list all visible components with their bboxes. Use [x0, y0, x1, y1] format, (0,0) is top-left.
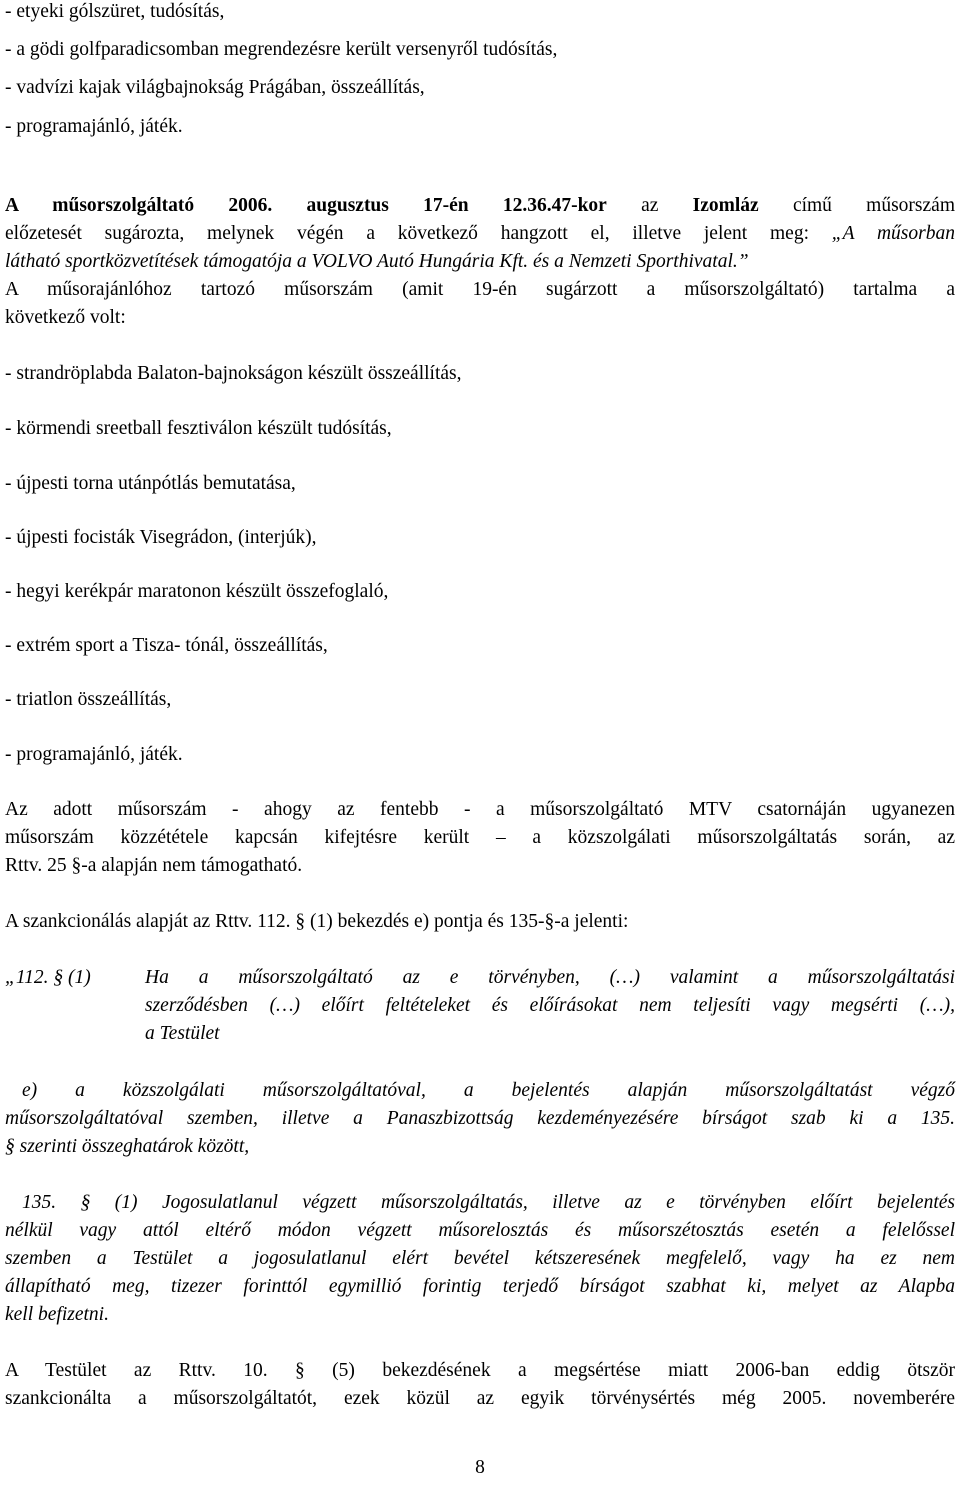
content-list-item: - triatlon összeállítás,	[5, 689, 172, 710]
assessment-paragraph-line: Az adott műsorszám - ahogy az fentebb - a műsorszolgáltató MTV csatornáján ugyanezen	[5, 799, 955, 820]
quote-135-line: szemben a Testület a jogosulatlanul elért bevétel kétszeresének megfelelő, vagy ha ez nem	[5, 1248, 955, 1269]
quoted-announcement-cont: látható sportközvetítések támogatója a VOLVO Autó Hungária Kft. és a Nemzeti Sporthivatal.”	[5, 251, 749, 272]
quote-112-label: „112. § (1)	[5, 967, 91, 988]
content-list-item: - körmendi sreetball fesztiválon készült tudósítás,	[5, 418, 392, 439]
intro-list-item: - vadvízi kajak világbajnokság Prágában, összeállítás,	[5, 77, 425, 98]
intro-list-item: - etyeki gólszüret, tudósítás,	[5, 1, 225, 22]
quote-112-line: a Testület	[145, 1023, 220, 1044]
intro-list-item: - programajánló, játék.	[5, 116, 183, 137]
content-list-item: - extrém sport a Tisza- tónál, összeállítás,	[5, 635, 328, 656]
quote-e-line: műsorszolgáltatóval szemben, illetve a Panaszbizottság kezdeményezésére bírságot szab ki a 135.	[5, 1108, 955, 1129]
broadcast-paragraph-line2	[5, 220, 955, 248]
broadcast-paragraph-line4: A műsorajánlóhoz tartozó műsorszám (amit 19-én sugárzott a műsorszolgáltató) tartalma a	[5, 279, 955, 300]
quote-112-line: Ha a műsorszolgáltató az e törvényben, (…) valamint a műsorszolgáltatási	[145, 967, 955, 988]
intro-list-item: - a gödi golfparadicsomban megrendezésre került versenyről tudósítás,	[5, 39, 558, 60]
text-fragment: előzetesét sugározta, melynek végén a következő hangzott el, illetve jelent meg:	[5, 223, 832, 244]
content-list-item: - strandröplabda Balaton-bajnokságon készült összeállítás,	[5, 363, 462, 384]
broadcast-paragraph-line1	[5, 192, 955, 220]
sanction-basis: A szankcionálás alapját az Rttv. 112. § (1) bekezdés e) pontja és 135-§-a jelenti:	[5, 911, 629, 932]
quote-135-line: kell befizetni.	[5, 1304, 109, 1325]
quote-e-line: e) a közszolgálati műsorszolgáltatóval, a bejelentés alapján műsorszolgáltatást végző	[22, 1080, 955, 1101]
quote-135-line: állapítható meg, tizezer forinttól egymillió forintig terjedő bírságot szabhat ki, melyet az Alapba	[5, 1276, 955, 1297]
page-number: 8	[475, 1457, 485, 1478]
broadcast-date-bold: A műsorszolgáltató 2006. augusztus 17-én 12.36.47-kor	[5, 195, 607, 216]
final-paragraph-line: szankcionálta a műsorszolgáltatót, ezek közül az egyik törvénysértés még 2005. novemberére	[5, 1388, 955, 1409]
assessment-paragraph-line: műsorszám közzététele kapcsán kifejtésre került – a közszolgálati műsorszolgáltatás során, az	[5, 827, 955, 848]
content-list-item: - hegyi kerékpár maratonon készült összefoglaló,	[5, 581, 389, 602]
text-fragment: az	[606, 195, 693, 216]
program-title: Izomláz	[692, 195, 759, 216]
text-fragment: című műsorszám	[758, 195, 955, 216]
quoted-announcement: „A műsorban	[831, 223, 955, 244]
assessment-paragraph-line: Rttv. 25 §-a alapján nem támogatható.	[5, 855, 303, 876]
quote-135-line: nélkül vagy attól eltérő módon végzett műsorelosztás és műsorszétosztás esetén a felelőssel	[5, 1220, 955, 1241]
broadcast-paragraph-line5: következő volt:	[5, 307, 126, 328]
quote-135-line: 135. § (1) Jogosulatlanul végzett műsorszolgáltatás, illetve az e törvényben előírt bejelentés	[22, 1192, 955, 1213]
quote-e-line: § szerinti összeghatárok között,	[5, 1136, 250, 1157]
content-list-item: - programajánló, játék.	[5, 744, 183, 765]
content-list-item: - újpesti torna utánpótlás bemutatása,	[5, 473, 296, 494]
content-list-item: - újpesti focisták Visegrádon, (interjúk),	[5, 527, 317, 548]
final-paragraph-line: A Testület az Rttv. 10. § (5) bekezdésének a megsértése miatt 2006-ban eddig ötször	[5, 1360, 955, 1381]
quote-112-line: szerződésben (…) előírt feltételeket és előírásokat nem teljesíti vagy megsérti (…),	[145, 995, 955, 1016]
